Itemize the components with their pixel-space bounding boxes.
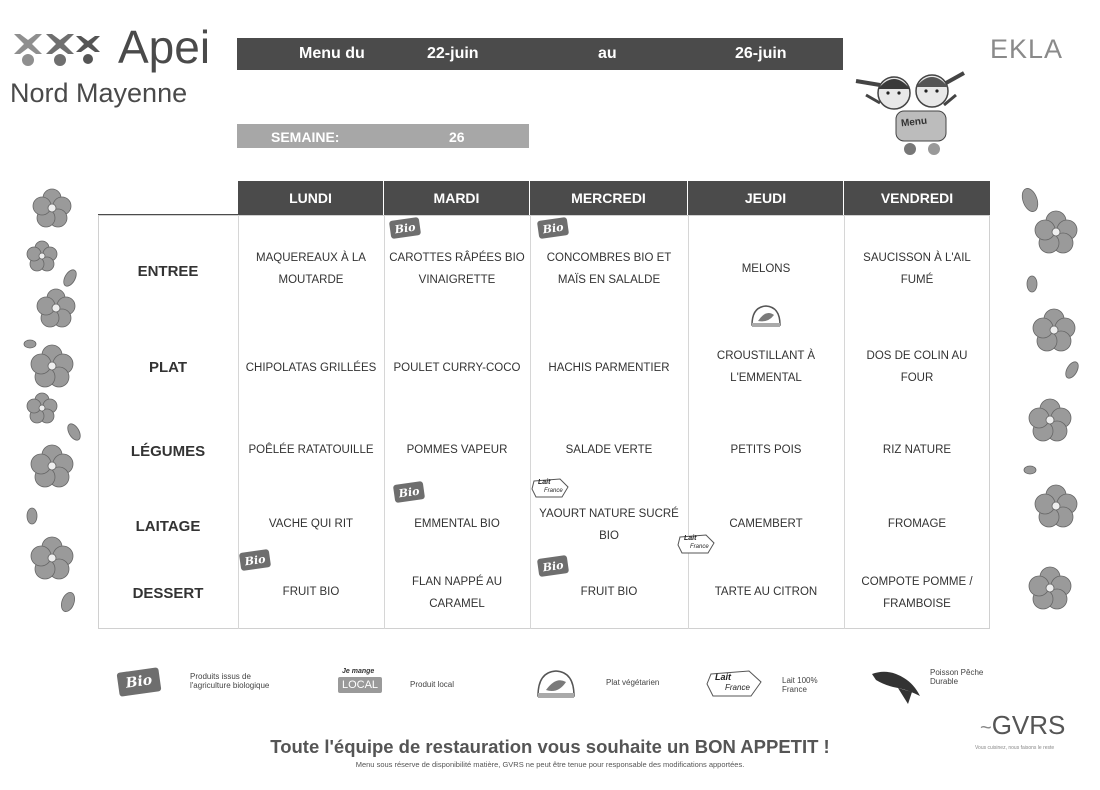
bio-badge: Bio: [537, 217, 569, 239]
leaf-icon: [534, 668, 578, 700]
local-badge-bottom: LOCAL: [338, 677, 382, 693]
menu-cell: FLAN NAPPÉ AU CARAMEL: [411, 576, 503, 610]
menu-cell: CROUSTILLANT À L'EMMENTAL: [716, 350, 816, 384]
day-header-jeudi: JEUDI: [688, 181, 844, 215]
menu-cell: CAMEMBERT: [729, 518, 803, 530]
kids-icon: [836, 55, 986, 160]
menu-cell: VACHE QUI RIT: [268, 518, 354, 530]
ekla-logo: EKLA: [990, 34, 1064, 64]
legend-lait-text: Lait 100% France: [782, 676, 818, 694]
lait-france-badge: [530, 477, 570, 499]
bio-badge: Bio: [537, 555, 569, 577]
footer-disclaimer: Menu sous réserve de disponibilité matière, GVRS ne peut être tenue pour responsable des modifications apportées.: [355, 760, 745, 769]
flower-decoration-right: [1010, 180, 1090, 620]
menu-table: [98, 181, 990, 629]
menu-cell: CHIPOLATAS GRILLÉES: [245, 362, 377, 374]
legend-fish-text: Poisson Pêche Durable: [930, 668, 984, 686]
fish-icon: [868, 666, 924, 706]
menu-cell: POULET CURRY-COCO: [393, 362, 521, 374]
row-label-dessert: DESSERT: [132, 585, 204, 602]
menu-cell: CONCOMBRES BIO ET MAÏS EN SALALDE: [546, 252, 672, 286]
leaf-icon: [748, 303, 784, 329]
menu-cell: MAQUEREAUX À LA MOUTARDE: [256, 252, 366, 286]
menu-cell: MELONS: [741, 263, 791, 275]
vegetarian-badge: [748, 303, 784, 329]
day-header-mercredi: MERCREDI: [530, 181, 688, 215]
day-header-lundi: LUNDI: [238, 181, 384, 215]
apei-name: Apei: [118, 21, 211, 73]
lait-label: Lait: [538, 479, 551, 486]
row-label-plat: PLAT: [148, 359, 188, 376]
menu-cell: YAOURT NATURE SUCRÉ BIO: [539, 508, 679, 542]
week-band: [237, 124, 529, 148]
legend-lait-badge: [705, 668, 763, 698]
lait-france-badge: [676, 533, 716, 555]
menu-date-band: [237, 38, 843, 70]
flower-decoration-left: [12, 186, 92, 626]
day-header-mardi: MARDI: [384, 181, 530, 215]
kids-menu-label: Menu: [900, 115, 928, 130]
menu-cell: EMMENTAL BIO: [414, 518, 500, 530]
menu-cell: FROMAGE: [887, 518, 947, 530]
bio-badge: Bio: [239, 549, 271, 571]
end-date: 26-juin: [735, 45, 787, 62]
row-label-legumes: LÉGUMES: [130, 443, 206, 460]
menu-cell: TARTE AU CITRON: [714, 586, 818, 598]
menu-cell: POÊLÉE RATATOUILLE: [248, 444, 374, 456]
local-badge-top: Je mange: [342, 668, 375, 675]
gvrs-logo-text: GVRS: [991, 710, 1066, 740]
column-divider: [530, 215, 531, 629]
menu-du-label: Menu du: [299, 45, 365, 62]
day-header-vendredi: VENDREDI: [844, 181, 990, 215]
gvrs-tagline: Vous cuisinez, nous faisons le reste: [975, 745, 1055, 751]
start-date: 22-juin: [427, 45, 479, 62]
lait-label: Lait: [684, 535, 697, 542]
legend-bio-text: Produits issus de l'agriculture biologique: [190, 672, 270, 690]
column-divider: [688, 215, 689, 629]
menu-cell: HACHIS PARMENTIER: [548, 362, 670, 374]
column-divider: [844, 215, 845, 629]
lait-france-label: France: [544, 488, 563, 494]
au-label: au: [598, 45, 617, 62]
menu-cell: FRUIT BIO: [580, 586, 638, 598]
semaine-value: 26: [449, 129, 465, 145]
semaine-label: SEMAINE:: [271, 129, 340, 145]
menu-cell: POMMES VAPEUR: [406, 444, 508, 456]
menu-cell: RIZ NATURE: [882, 444, 952, 456]
legend-vegetarian-badge: [534, 668, 578, 705]
menu-cell: SAUCISSON À L'AIL FUMÉ: [863, 252, 971, 286]
legend-local-text: Produit local: [410, 680, 455, 689]
bio-badge: Bio: [389, 217, 421, 239]
lait-france-label: France: [690, 544, 709, 550]
kids-menu-illustration: [836, 55, 986, 160]
menu-cell: CAROTTES RÂPÉES BIO VINAIGRETTE: [389, 252, 525, 286]
menu-cell: PETITS POIS: [730, 444, 802, 456]
legend-vegetarian-text: Plat végétarien: [606, 678, 660, 687]
footer-message: Toute l'équipe de restauration vous souhaite un BON APPETIT !: [270, 736, 830, 757]
row-label-entree: ENTREE: [137, 263, 199, 280]
row-label-laitage: LAITAGE: [135, 518, 201, 535]
apei-logo: [10, 21, 230, 116]
menu-cell: COMPOTE POMME / FRAMBOISE: [861, 576, 973, 610]
lait-label: Lait: [715, 672, 732, 682]
column-divider: [238, 215, 239, 629]
apei-people-icon: [10, 30, 105, 70]
bio-badge: Bio: [393, 481, 425, 503]
menu-cell: SALADE VERTE: [565, 444, 653, 456]
apei-subtitle: Nord Mayenne: [10, 78, 188, 108]
menu-cell: FRUIT BIO: [282, 586, 340, 598]
legend-bio-badge: Bio: [117, 667, 162, 697]
menu-cell: DOS DE COLIN AU FOUR: [866, 350, 968, 384]
legend-local-badge: [336, 668, 386, 696]
lait-france-label: France: [725, 683, 750, 692]
gvrs-flame-icon: ~: [980, 717, 992, 739]
